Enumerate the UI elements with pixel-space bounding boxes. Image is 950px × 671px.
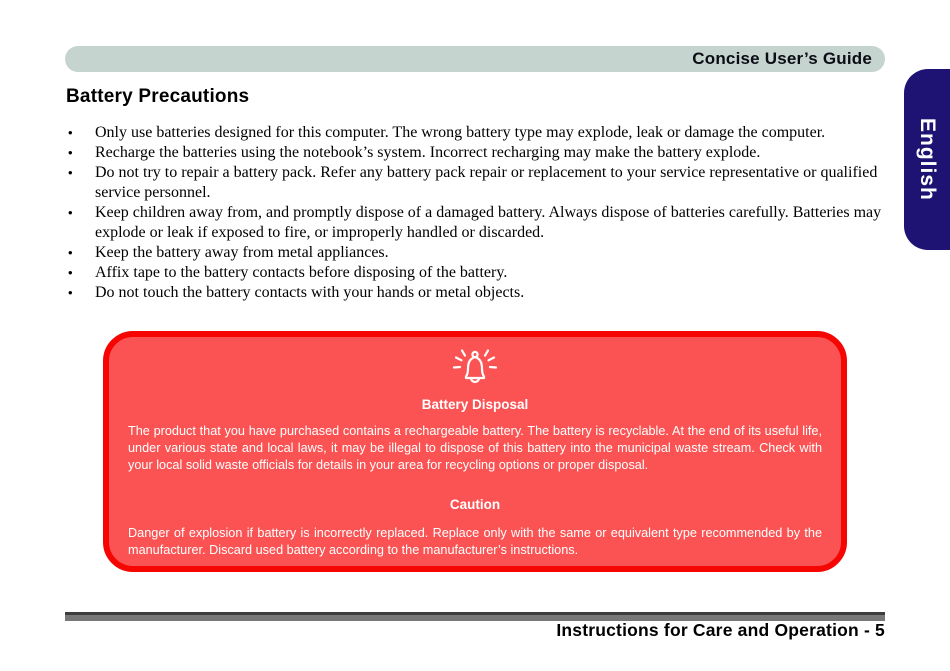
- caution-heading: Caution: [449, 497, 501, 512]
- warning-box: [103, 331, 847, 572]
- bullet-icon: •: [68, 285, 73, 300]
- bullet-icon: •: [68, 205, 73, 220]
- list-item-text: Recharge the batteries using the notebook’s system. Incorrect recharging may make the battery explode.: [95, 144, 761, 161]
- list-item: [66, 143, 888, 163]
- disposal-heading: Battery Disposal: [421, 397, 529, 412]
- footer-text: Instructions for Care and Operation - 5: [556, 620, 885, 640]
- disposal-text: The product that you have purchased contains a rechargeable battery. The battery is recyclable. At the end of its useful life, under various state and local laws, it may be illegal to dispose of this battery into the municipal waste stream. Check with your local solid waste officials for details in your area for recycling options or proper disposal.: [128, 424, 822, 472]
- language-tab-english: [904, 69, 950, 250]
- list-item-text: Only use batteries designed for this computer. The wrong battery type may explode, leak or damage the computer.: [95, 124, 826, 141]
- list-item-text: Affix tape to the battery contacts before disposing of the battery.: [95, 264, 508, 281]
- list-item-text: Keep children away from, and promptly dispose of a damaged battery. Always dispose of batteries carefully. Batteries may explode or leak if exposed to fire, or improperly handled or discarded.: [95, 204, 882, 241]
- footer: [65, 620, 885, 641]
- list-item: [66, 263, 888, 283]
- bullet-icon: •: [68, 165, 73, 180]
- list-item: [66, 243, 888, 263]
- list-item: [66, 123, 888, 143]
- header-bar: [65, 46, 885, 72]
- list-item: [66, 163, 888, 203]
- bullet-icon: •: [68, 265, 73, 280]
- alarm-bell-icon: [128, 347, 822, 394]
- list-item-text: Do not touch the battery contacts with your hands or metal objects.: [95, 284, 525, 301]
- bullet-icon: •: [68, 125, 73, 140]
- precautions-list: [66, 123, 888, 303]
- list-item-text: Keep the battery away from metal appliances.: [95, 244, 389, 261]
- guide-title: Concise User’s Guide: [692, 49, 872, 68]
- list-item: [66, 203, 888, 243]
- caution-text: Danger of explosion if battery is incorrectly replaced. Replace only with the same or equivalent type recommended by the manufacturer. Discard used battery according to the manufacturer’s instructions.: [128, 526, 822, 557]
- page-title: Battery Precautions: [66, 86, 250, 107]
- list-item-text: Do not try to repair a battery pack. Refer any battery pack repair or replacement to your service representative or qualified service personnel.: [95, 164, 878, 201]
- bullet-icon: •: [68, 245, 73, 260]
- bullet-icon: •: [68, 145, 73, 160]
- list-item: [66, 283, 888, 303]
- language-tab-label: English: [916, 118, 939, 201]
